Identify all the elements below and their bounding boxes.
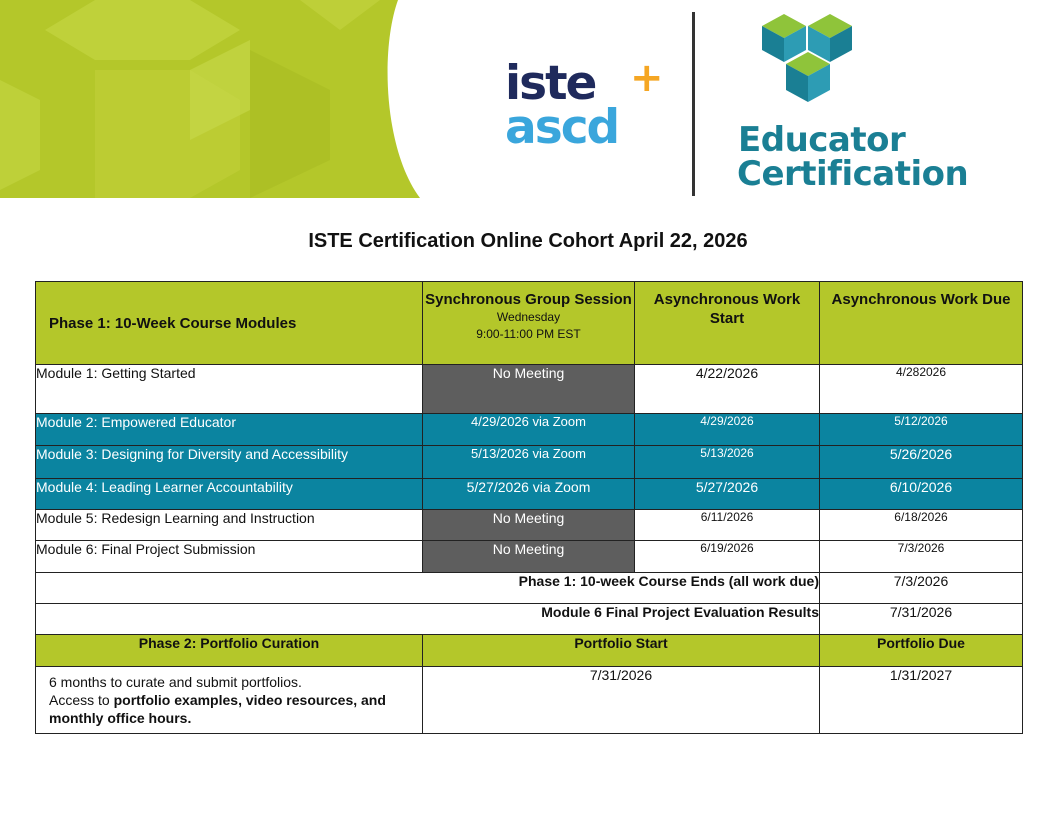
due-date: 6/10/2026 [820, 479, 1023, 510]
header-sync-session [423, 282, 635, 365]
table-header-row [36, 282, 1023, 365]
session-cell: No Meeting [423, 510, 635, 541]
cert-title-line1: Educator [738, 120, 906, 160]
educator-certification-mark [762, 12, 857, 107]
session-cell: No Meeting [423, 541, 635, 573]
module-name: Module 4: Leading Learner Accountability [36, 479, 423, 510]
start-date: 6/19/2026 [635, 541, 820, 573]
page-title: ISTE Certification Online Cohort April 22, 2026 [308, 230, 748, 252]
schedule-table [35, 281, 1023, 734]
phase2-title: Phase 2: Portfolio Curation [36, 635, 423, 667]
session-cell: No Meeting [423, 365, 635, 414]
iste-ascd-logo [505, 55, 664, 165]
table-row [36, 446, 1023, 479]
start-date: 4/29/2026 [635, 414, 820, 446]
summary-row [36, 573, 1023, 604]
table-row [36, 365, 1023, 414]
header-phase1: Phase 1: 10-Week Course Modules [36, 282, 423, 365]
session-cell: 5/13/2026 via Zoom [423, 446, 635, 479]
start-date: 5/13/2026 [635, 446, 820, 479]
summary-row [36, 604, 1023, 635]
portfolio-description [36, 667, 423, 734]
due-date: 4/282026 [820, 365, 1023, 414]
header-sync-day: Wednesday [496, 310, 561, 324]
table-row [36, 510, 1023, 541]
module-name: Module 3: Designing for Diversity and Accessibility [36, 446, 423, 479]
table-row [36, 541, 1023, 573]
module-name: Module 1: Getting Started [36, 365, 423, 414]
start-date: 4/22/2026 [635, 365, 820, 414]
module-name: Module 6: Final Project Submission [36, 541, 423, 573]
header-async-due: Asynchronous Work Due [820, 282, 1023, 365]
module-name: Module 2: Empowered Educator [36, 414, 423, 446]
session-cell: 4/29/2026 via Zoom [423, 414, 635, 446]
start-date: 5/27/2026 [635, 479, 820, 510]
session-cell: 5/27/2026 via Zoom [423, 479, 635, 510]
logo-plus-text: + [630, 55, 664, 101]
logo-iste-text: iste [505, 56, 596, 111]
portfolio-due-header: Portfolio Due [820, 635, 1023, 667]
table-row [36, 479, 1023, 510]
header-async-start: Asynchronous Work Start [635, 282, 820, 365]
due-date: 6/18/2026 [820, 510, 1023, 541]
logo-divider [692, 12, 695, 196]
header-sync-time: 9:00-11:00 PM EST [476, 327, 581, 341]
portfolio-start-header: Portfolio Start [423, 635, 820, 667]
logo-ascd-text: ascd [505, 100, 619, 155]
portfolio-due-date: 1/31/2027 [820, 667, 1023, 734]
due-date: 5/12/2026 [820, 414, 1023, 446]
summary-date: 7/31/2026 [820, 604, 1023, 635]
portfolio-desc-prefix: Access to [49, 692, 114, 708]
phase2-row [36, 667, 1023, 734]
due-date: 5/26/2026 [820, 446, 1023, 479]
start-date: 6/11/2026 [635, 510, 820, 541]
portfolio-start-date: 7/31/2026 [423, 667, 820, 734]
portfolio-desc-line1: 6 months to curate and submit portfolios. [49, 674, 302, 690]
due-date: 7/3/2026 [820, 541, 1023, 573]
summary-label: Phase 1: 10-week Course Ends (all work due) [36, 573, 820, 604]
header-sync-title: Synchronous Group Session [425, 291, 632, 308]
phase2-header-row [36, 635, 1023, 667]
cert-title-line2: Certification [737, 154, 969, 194]
module-name: Module 5: Redesign Learning and Instruction [36, 510, 423, 541]
summary-label: Module 6 Final Project Evaluation Results [36, 604, 820, 635]
portfolio-desc-resources: portfolio examples, video resources, and monthly office hours. [49, 692, 386, 726]
summary-date: 7/3/2026 [820, 573, 1023, 604]
table-row [36, 414, 1023, 446]
